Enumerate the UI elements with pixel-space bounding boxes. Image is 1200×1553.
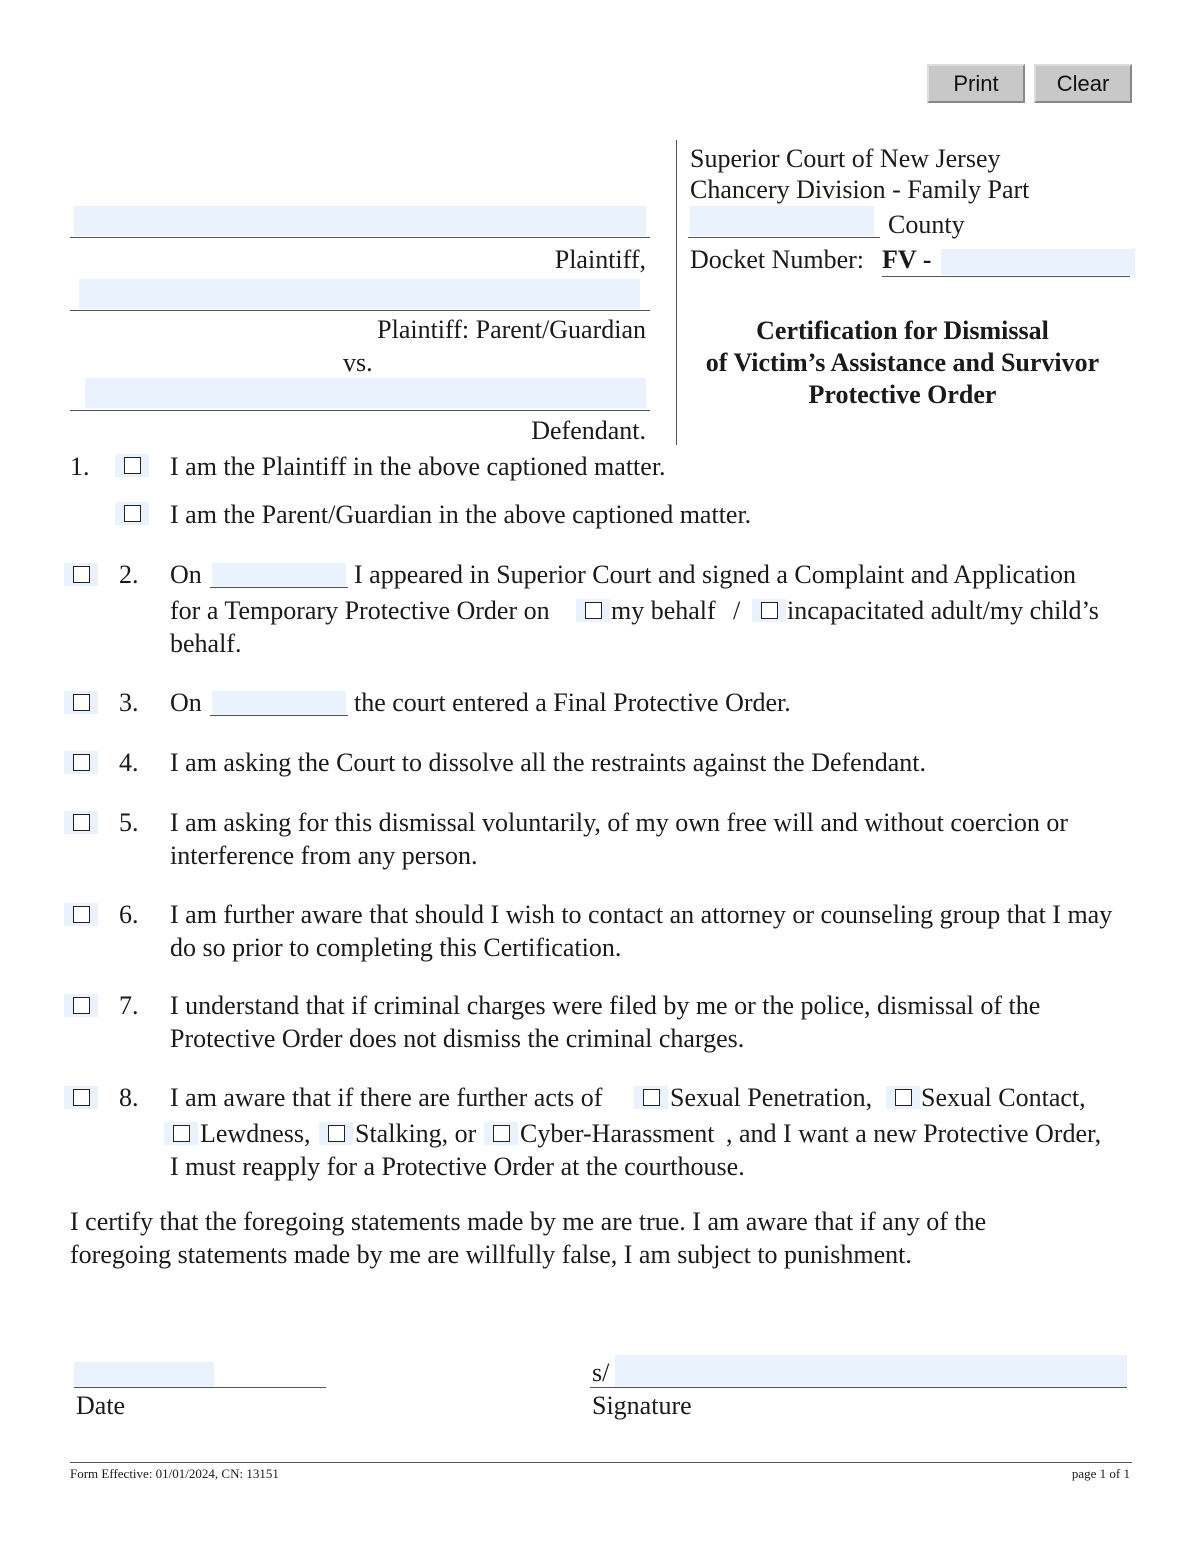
plaintiff-label: Plaintiff, [554,245,646,274]
item-8-sexual-penetration: Sexual Penetration, [670,1083,873,1112]
item-1-parent-text: I am the Parent/Guardian in the above captioned matter. [170,500,752,529]
item-6-text: I am further aware that should I wish to contact an attorney or counseling group that I may do so prior to completing this Certification. [170,900,1113,962]
item-5-text: I am asking for this dismissal voluntarily, of my own free will and without coercion or interference from any person. [170,808,1069,870]
item-8-sexual-contact: Sexual Contact, [921,1083,1086,1112]
county-underline [688,237,880,238]
stalking-checkbox[interactable] [319,1122,353,1145]
clear-button[interactable]: Clear [1034,64,1132,103]
item-8-number: 8. [119,1083,139,1112]
signature-label: Signature [592,1391,692,1420]
item-8-checkbox[interactable] [64,1086,98,1109]
item-8-tail-line1: , and I want a new Protective Order, [726,1119,1102,1148]
item-4-text: I am asking the Court to dissolve all the restraints against the Defendant. [170,748,926,777]
item-3-checkbox[interactable] [64,691,98,714]
item-1-number: 1. [70,452,90,481]
footer-rule [70,1462,1132,1463]
lewdness-checkbox[interactable] [164,1122,198,1145]
item-2-on: On [170,560,202,589]
court-name: Superior Court of New Jersey [690,144,1001,173]
plaintiff-underline [70,237,650,238]
signature-underline [590,1387,1127,1388]
parent-guardian-checkbox[interactable] [115,502,149,525]
docket-number-field[interactable] [941,249,1135,275]
defendant-label: Defendant. [531,416,646,445]
item-7-text: I understand that if criminal charges were filed by me or the police, dismissal of the Protective Order does not dismiss the criminal charges. [170,991,1041,1053]
item-8-lewdness: Lewdness, [200,1119,311,1148]
item-2-other-line1: incapacitated adult/my child’s [787,596,1099,625]
item-8-stalking: Stalking, or [355,1119,477,1148]
parent-guardian-label: Plaintiff: Parent/Guardian [377,315,646,344]
court-division: Chancery Division - Family Part [690,175,1030,204]
county-label: County [888,210,965,239]
print-button[interactable]: Print [927,64,1025,103]
form-title-line1: Certification for Dismissal [756,316,1049,345]
item-7-number: 7. [119,991,139,1020]
item-2-checkbox[interactable] [64,563,98,586]
certification-statement: I certify that the foregoing statements made by me are true. I am aware that if any of the foregoing statements made by me are willfully false, I am subject to punishment. [70,1207,987,1269]
docket-label: Docket Number: [690,245,865,274]
sexual-contact-checkbox[interactable] [886,1086,920,1109]
item-5-number: 5. [119,808,139,837]
plaintiff-name-field[interactable] [74,206,646,236]
item-4-number: 4. [119,748,139,777]
complaint-date-underline [210,587,348,588]
item-7-checkbox[interactable] [64,994,98,1017]
parent-guardian-name-field[interactable] [79,279,640,309]
vs-label: vs. [343,348,373,377]
incapacitated-adult-checkbox[interactable] [752,599,786,622]
item-5-checkbox[interactable] [64,811,98,834]
docket-underline [882,276,1130,277]
item-1-plaintiff-text: I am the Plaintiff in the above captioned matter. [170,452,666,481]
date-field[interactable] [74,1362,214,1388]
item-2-line2: for a Temporary Protective Order on [170,596,550,625]
signature-field[interactable] [615,1355,1127,1387]
plaintiff-checkbox[interactable] [115,454,149,477]
item-8-cyber-harassment: Cyber-Harassment [520,1119,715,1148]
item-6-number: 6. [119,900,139,929]
complaint-date-field[interactable] [212,563,346,587]
caption-divider [676,140,677,445]
item-6-checkbox[interactable] [64,903,98,926]
signature-prefix: s/ [592,1358,610,1387]
form-title-line3: Protective Order [808,380,997,409]
defendant-underline [70,410,650,411]
defendant-name-field[interactable] [85,378,646,408]
county-field[interactable] [690,206,874,236]
item-2-line1: I appeared in Superior Court and signed a Complaint and Application [354,560,1077,589]
date-label: Date [76,1391,126,1420]
item-4-checkbox[interactable] [64,751,98,774]
docket-prefix: FV - [882,245,932,274]
parent-guardian-underline [70,310,650,311]
item-3-text: the court entered a Final Protective Order. [354,688,791,717]
my-behalf-checkbox[interactable] [576,599,610,622]
item-2-number: 2. [119,560,139,589]
date-underline [74,1387,326,1388]
item-3-number: 3. [119,688,139,717]
final-order-date-field[interactable] [212,691,346,715]
final-order-date-underline [210,715,348,716]
item-8-tail-line2: I must reapply for a Protective Order at the courthouse. [170,1152,745,1181]
cyber-harassment-checkbox[interactable] [484,1122,518,1145]
sexual-penetration-checkbox[interactable] [634,1086,668,1109]
item-8-lead: I am aware that if there are further acts of [170,1083,603,1112]
item-3-on: On [170,688,202,717]
item-2-slash: / [733,596,741,625]
footer-form-effective: Form Effective: 01/01/2024, CN: 13151 [70,1466,279,1481]
item-2-other-line2: behalf. [170,629,242,658]
footer-page-number: page 1 of 1 [1071,1466,1130,1481]
form-title-line2: of Victim’s Assistance and Survivor [705,348,1100,377]
item-2-my-behalf: my behalf [611,596,716,625]
